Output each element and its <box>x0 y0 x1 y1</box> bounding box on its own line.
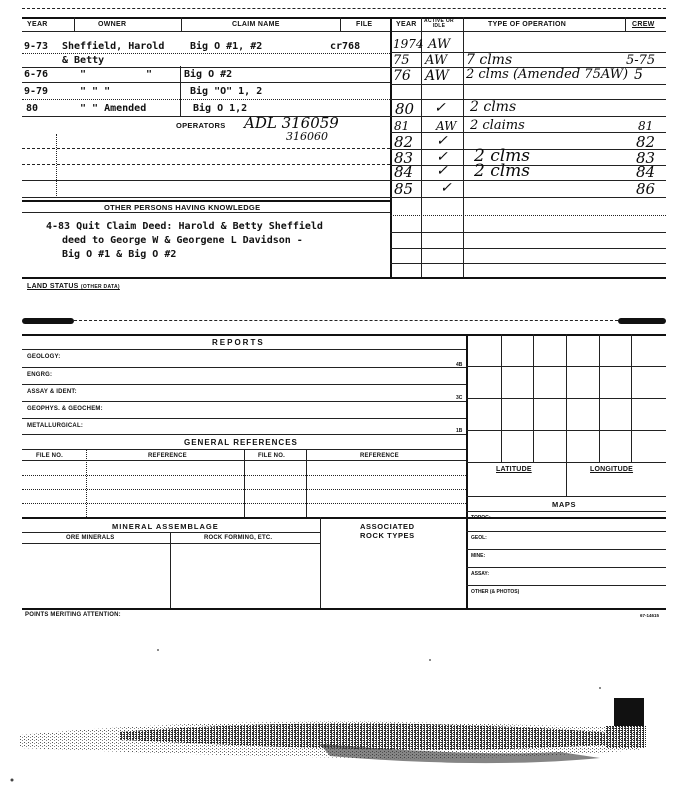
ops-row-5-status: AW <box>436 119 457 133</box>
mineral-assemblage-heading: MINERAL ASSEMBLAGE <box>112 522 219 531</box>
maps-rule <box>466 496 666 497</box>
ops-rule <box>390 132 666 133</box>
land-status-title: LAND STATUS <box>27 283 79 290</box>
ops-row-5-year: 81 <box>394 119 410 133</box>
ops-row-2-status: AW <box>425 53 448 68</box>
ops-row-2-type: 7 clms <box>466 52 513 68</box>
associated-rock-types-line1: ASSOCIATED <box>360 522 415 531</box>
reports-rule <box>22 367 466 368</box>
report-metallurgical-side: 1B <box>456 428 463 434</box>
ops-rule <box>390 84 666 85</box>
ops-row-1-year: 1974 <box>393 37 424 51</box>
reports-rule <box>22 401 466 402</box>
other-persons-line-2: deed to George W & Georgene L Davidson - <box>62 235 303 246</box>
report-engrg-label: ENGRG: <box>27 372 53 378</box>
land-status-label <box>27 283 120 290</box>
col-file-header: FILE <box>356 21 373 28</box>
other-persons-line-3: Big O #1 & Big O #2 <box>62 249 177 260</box>
reports-rule <box>22 349 466 350</box>
ops-rule <box>390 232 666 233</box>
hdr-divider <box>181 17 182 31</box>
ops-row-2-year: 75 <box>393 53 410 68</box>
ops-row-4-type: 2 clms <box>470 99 517 115</box>
hdr-divider <box>74 17 75 31</box>
ops-row-6-status: ✓ <box>436 133 448 149</box>
gen-ref-divider <box>244 449 245 517</box>
claim-row-5-owner: " " Amended <box>80 103 147 114</box>
hdr-divider <box>340 17 341 31</box>
claim-row-1-claim: Big O #1, #2 <box>190 41 263 52</box>
map-assay-label: ASSAY: <box>471 571 490 577</box>
report-assay-label: ASSAY & IDENT: <box>27 389 77 395</box>
col-type-of-operation-header: TYPE OF OPERATION <box>488 21 567 28</box>
form-number: 67-14615 <box>640 613 660 618</box>
claim-divider <box>180 66 181 116</box>
ops-row-4-status: ✓ <box>434 100 446 116</box>
grid-line <box>466 430 666 431</box>
scan-noise-band <box>0 640 678 806</box>
maps-rule <box>466 585 666 586</box>
maps-rule <box>466 511 666 512</box>
ops-row-8-type: 2 clms <box>474 161 531 181</box>
claim-row-1-owner: Sheffield, Harold <box>62 41 165 52</box>
ops-status-divider <box>463 17 464 277</box>
reports-rule <box>22 418 466 419</box>
ops-row-3-status: AW <box>425 68 449 84</box>
reports-rule <box>22 384 466 385</box>
row-rule <box>22 67 390 68</box>
claim-row-3-claim: Big O #2 <box>184 69 233 80</box>
row-rule <box>22 180 390 181</box>
report-geophys-label: GEOPHYS. & GEOCHEM: <box>27 406 103 412</box>
maps-rule <box>466 531 666 532</box>
claim-row-5-claim: Big O 1,2 <box>193 103 248 114</box>
maps-rule <box>466 567 666 568</box>
reports-heading: REPORTS <box>212 338 265 347</box>
lat-long-divider <box>566 462 567 496</box>
col-crew-header: CREW <box>632 21 655 28</box>
report-metallurgical-label: METALLURGICAL: <box>27 423 84 429</box>
claim-row-4-year: 9-79 <box>24 86 49 97</box>
ops-row-7-crew: 83 <box>636 149 656 167</box>
mineral-rule <box>22 543 320 544</box>
ops-rule <box>390 180 666 181</box>
ops-row-8-status: ✓ <box>436 163 448 179</box>
claim-row-5-year: 80 <box>26 103 39 114</box>
ops-row-9-status: ✓ <box>440 180 452 196</box>
report-assay-side: 3C <box>456 395 463 401</box>
ops-rule <box>390 248 666 249</box>
operator-col-divider <box>56 134 57 196</box>
ops-rule <box>390 116 666 117</box>
claim-row-3-year: 6-76 <box>24 69 49 80</box>
rock-forming-label: ROCK FORMING, ETC. <box>204 535 273 541</box>
gen-ref-reference-1: REFERENCE <box>148 453 187 459</box>
ops-rule <box>390 99 666 100</box>
row-rule <box>22 53 390 54</box>
land-status-smudge-right <box>618 318 666 324</box>
ops-row-3-crew: 5 <box>634 67 643 83</box>
ore-minerals-label: ORE MINERALS <box>66 535 115 541</box>
main-divider <box>390 17 392 277</box>
other-persons-rule <box>22 212 390 213</box>
claim-row-2-owner: & Betty <box>62 55 105 66</box>
ops-row-7-type: 2 clms <box>474 146 531 166</box>
claim-row-3-owner: " <box>80 69 87 80</box>
claim-row-3-owner-ditto: " <box>146 69 153 80</box>
map-geol-label: GEOL: <box>471 535 487 541</box>
associated-rock-types-line2: ROCK TYPES <box>360 531 415 540</box>
ops-row-5-type: 2 claims <box>470 118 525 133</box>
ops-row-2-crew: 5-75 <box>626 53 656 68</box>
header-bottom-rule <box>22 31 666 32</box>
points-meriting-label: POINTS MERITING ATTENTION: <box>25 612 121 618</box>
ops-rule <box>390 215 666 216</box>
report-geology-label: GEOLOGY: <box>27 354 61 360</box>
ops-row-6-crew: 82 <box>636 133 656 151</box>
section-rule <box>22 277 666 279</box>
latitude-label: LATITUDE <box>496 466 532 473</box>
ops-row-9-crew: 86 <box>636 180 656 198</box>
gen-ref-divider <box>306 449 307 517</box>
ops-year-divider <box>421 17 422 277</box>
mineral-rule <box>22 532 320 533</box>
map-mine-label: MINE: <box>471 553 486 559</box>
maps-rule <box>466 549 666 550</box>
ops-row-7-status: ✓ <box>436 149 448 165</box>
ops-row-8-crew: 84 <box>636 163 656 181</box>
other-persons-heading: OTHER PERSONS HAVING KNOWLEDGE <box>104 203 261 212</box>
gen-ref-reference-2: REFERENCE <box>360 453 399 459</box>
ops-rule <box>390 197 666 198</box>
ops-row-5-crew: 81 <box>638 119 654 133</box>
reports-top-rule <box>22 334 666 336</box>
claim-row-1-year: 9-73 <box>24 41 49 52</box>
ops-row-8-year: 84 <box>394 163 414 181</box>
claim-row-4-owner: " " " <box>80 86 111 97</box>
map-topog-label: TOPOG: <box>471 515 491 521</box>
claim-row-1-file: cr768 <box>330 41 361 52</box>
ops-rule <box>390 263 666 264</box>
ops-row-3-type: 2 clms (Amended 75AW) <box>466 67 629 82</box>
header-top-rule <box>22 17 666 19</box>
gen-ref-divider <box>86 449 87 517</box>
ops-row-4-year: 80 <box>395 100 415 118</box>
gen-ref-file-no-1: FILE NO. <box>36 453 63 459</box>
grid-line <box>466 398 666 399</box>
ops-row-1-status: AW <box>428 37 451 52</box>
top-edge-line <box>22 8 666 9</box>
general-references-heading: GENERAL REFERENCES <box>184 438 298 447</box>
other-persons-line-1: 4-83 Quit Claim Deed: Harold & Betty Sheffield <box>46 221 323 232</box>
row-rule <box>22 148 390 149</box>
col-active-idle-header: ACTIVE OR IDLE <box>424 18 454 29</box>
bottom-section-rule <box>22 608 666 610</box>
assoc-rock-divider <box>320 517 321 608</box>
gen-ref-file-no-2: FILE NO. <box>258 453 285 459</box>
longitude-label: LONGITUDE <box>590 466 634 473</box>
row-rule <box>22 99 390 100</box>
land-status-smudge-left <box>22 318 74 324</box>
ops-row-6-year: 82 <box>394 133 414 151</box>
land-status-sub: (OTHER DATA) <box>80 284 120 290</box>
other-persons-rule <box>22 200 390 202</box>
mineral-divider <box>170 532 171 608</box>
maps-heading: MAPS <box>552 500 577 509</box>
operators-value-2: 316060 <box>286 130 328 143</box>
claim-row-4-claim: Big "O" 1, 2 <box>190 86 263 97</box>
grid-line <box>466 366 666 367</box>
col-claim-name-header: CLAIM NAME <box>232 21 280 28</box>
gen-ref-bottom-rule <box>22 517 666 519</box>
hdr-divider <box>625 17 626 31</box>
col-owner-header: OWNER <box>98 21 127 28</box>
row-rule <box>22 164 390 165</box>
operators-value-1: ADL 316059 <box>244 114 339 132</box>
col-year-header: YEAR <box>27 21 48 28</box>
report-geology-side: 4B <box>456 362 463 368</box>
row-rule <box>22 82 390 83</box>
ops-row-7-year: 83 <box>394 149 414 167</box>
land-status-rule <box>74 320 618 321</box>
map-other-label: OTHER (& PHOTOS) <box>471 589 520 595</box>
row-rule <box>22 197 390 198</box>
ops-row-3-year: 76 <box>393 68 411 84</box>
col-year-right-header: YEAR <box>396 21 417 28</box>
reports-rule <box>22 434 466 435</box>
ops-row-9-year: 85 <box>394 180 414 198</box>
operators-label: OPERATORS <box>176 121 226 130</box>
